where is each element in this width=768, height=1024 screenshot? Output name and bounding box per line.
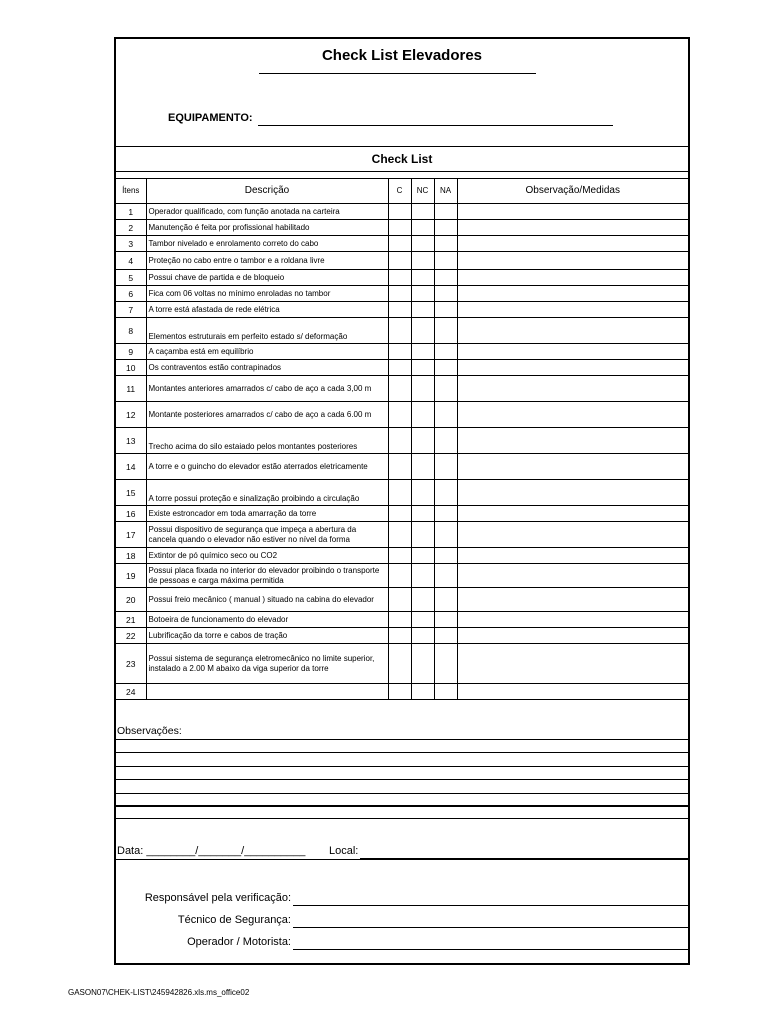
check-nc-cell[interactable] [411, 522, 434, 548]
item-number: 16 [116, 506, 146, 522]
check-nc-cell[interactable] [411, 454, 434, 480]
header-descricao: Descrição [146, 179, 388, 204]
header-itens: Ítens [116, 179, 146, 204]
check-c-cell[interactable] [388, 270, 411, 286]
item-description: Os contraventos estão contrapinados [146, 360, 388, 376]
item-number: 6 [116, 286, 146, 302]
check-c-cell[interactable] [388, 236, 411, 252]
item-number: 23 [116, 644, 146, 684]
check-na-cell[interactable] [434, 344, 457, 360]
check-c-cell[interactable] [388, 286, 411, 302]
check-nc-cell[interactable] [411, 628, 434, 644]
item-number: 18 [116, 548, 146, 564]
check-nc-cell[interactable] [411, 376, 434, 402]
check-nc-cell[interactable] [411, 644, 434, 684]
check-na-cell[interactable] [434, 548, 457, 564]
operador-label: Operador / Motorista: [187, 936, 291, 948]
check-c-cell[interactable] [388, 548, 411, 564]
observation-cell[interactable] [457, 318, 688, 344]
check-na-cell[interactable] [434, 522, 457, 548]
observations-label: Observações: [117, 725, 182, 737]
check-nc-cell[interactable] [411, 588, 434, 612]
item-description: Proteção no cabo entre o tambor e a roldana livre [146, 252, 388, 270]
item-description: Montantes anteriores amarrados c/ cabo de aço a cada 3,00 m [146, 376, 388, 402]
check-na-cell[interactable] [434, 286, 457, 302]
observation-cell[interactable] [457, 360, 688, 376]
item-number: 10 [116, 360, 146, 376]
table-row [116, 270, 688, 286]
checklist-sheet [114, 37, 690, 965]
item-number: 7 [116, 302, 146, 318]
observation-cell[interactable] [457, 428, 688, 454]
table-row [116, 480, 688, 506]
item-description: Tambor nivelado e enrolamento correto do cabo [146, 236, 388, 252]
observation-cell[interactable] [457, 220, 688, 236]
check-nc-cell[interactable] [411, 220, 434, 236]
equipment-label: EQUIPAMENTO: [168, 112, 253, 124]
header-c: C [388, 179, 411, 204]
check-c-cell[interactable] [388, 454, 411, 480]
observation-cell[interactable] [457, 506, 688, 522]
title-underline [259, 73, 536, 74]
item-number: 8 [116, 318, 146, 344]
observation-cell[interactable] [457, 270, 688, 286]
responsavel-field-line[interactable] [293, 905, 688, 906]
item-number: 5 [116, 270, 146, 286]
observation-cell[interactable] [457, 236, 688, 252]
equipment-field-line[interactable] [258, 125, 613, 126]
header-nc: NC [411, 179, 434, 204]
observation-cell[interactable] [457, 522, 688, 548]
item-description: Possui placa fixada no interior do elevador proibindo o transporte de pessoas e carga máxima permitida [146, 564, 388, 588]
check-na-cell[interactable] [434, 564, 457, 588]
check-nc-cell[interactable] [411, 204, 434, 220]
item-description: Elementos estruturais em perfeito estado s/ deformação [146, 318, 388, 344]
check-c-cell[interactable] [388, 588, 411, 612]
item-description: Montante posteriores amarrados c/ cabo de aço a cada 6.00 m [146, 402, 388, 428]
check-na-cell[interactable] [434, 628, 457, 644]
observation-cell[interactable] [457, 612, 688, 628]
item-description: Extintor de pó químico seco ou CO2 [146, 548, 388, 564]
check-c-cell[interactable] [388, 628, 411, 644]
tecnico-label: Técnico de Segurança: [177, 914, 291, 926]
item-number: 20 [116, 588, 146, 612]
check-c-cell[interactable] [388, 402, 411, 428]
check-nc-cell[interactable] [411, 344, 434, 360]
item-number: 24 [116, 684, 146, 700]
table-row [116, 220, 688, 236]
check-na-cell[interactable] [434, 236, 457, 252]
item-description: A torre e o guincho do elevador estão aterrados eletricamente [146, 454, 388, 480]
divider [116, 171, 688, 172]
check-na-cell[interactable] [434, 612, 457, 628]
observation-line[interactable] [116, 752, 688, 753]
check-c-cell[interactable] [388, 612, 411, 628]
check-na-cell[interactable] [434, 480, 457, 506]
item-number: 19 [116, 564, 146, 588]
item-number: 17 [116, 522, 146, 548]
item-description: Possui dispositivo de segurança que impeça a abertura da cancela quando o elevador não estiver no nível da forma [146, 522, 388, 548]
table-header-row [116, 179, 688, 204]
divider [116, 146, 688, 147]
table-row [116, 454, 688, 480]
check-c-cell[interactable] [388, 480, 411, 506]
check-nc-cell[interactable] [411, 402, 434, 428]
check-na-cell[interactable] [434, 270, 457, 286]
table-row [116, 644, 688, 684]
observation-cell[interactable] [457, 344, 688, 360]
check-na-cell[interactable] [434, 454, 457, 480]
check-c-cell[interactable] [388, 376, 411, 402]
check-nc-cell[interactable] [411, 548, 434, 564]
local-label: Local: [329, 845, 359, 857]
item-number: 15 [116, 480, 146, 506]
check-na-cell[interactable] [434, 428, 457, 454]
table-row [116, 548, 688, 564]
item-number: 12 [116, 402, 146, 428]
observation-line[interactable] [116, 779, 688, 780]
item-description: Fica com 06 voltas no mínimo enroladas no tambor [146, 286, 388, 302]
divider [116, 859, 688, 860]
check-c-cell[interactable] [388, 644, 411, 684]
table-row [116, 588, 688, 612]
check-nc-cell[interactable] [411, 684, 434, 700]
page-title: Check List Elevadores [321, 47, 483, 64]
table-row [116, 522, 688, 548]
responsavel-label: Responsável pela verificação: [144, 892, 291, 904]
tecnico-field-line[interactable] [293, 927, 688, 928]
observation-end-line [116, 805, 688, 807]
table-row [116, 344, 688, 360]
check-c-cell[interactable] [388, 506, 411, 522]
observation-cell[interactable] [457, 548, 688, 564]
observation-cell[interactable] [457, 376, 688, 402]
item-description: A torre possui proteção e sinalização proibindo a circulação [146, 480, 388, 506]
check-c-cell[interactable] [388, 428, 411, 454]
date-field[interactable]: Data: ________/_______/__________ [117, 845, 306, 857]
observation-cell[interactable] [457, 302, 688, 318]
item-description: Trecho acima do silo estaiado pelos montantes posteriores [146, 428, 388, 454]
observation-cell[interactable] [457, 684, 688, 700]
item-number: 9 [116, 344, 146, 360]
check-na-cell[interactable] [434, 402, 457, 428]
check-na-cell[interactable] [434, 318, 457, 344]
check-na-cell[interactable] [434, 204, 457, 220]
header-observacao: Observação/Medidas [457, 179, 688, 204]
observation-cell[interactable] [457, 644, 688, 684]
table-row [116, 628, 688, 644]
check-c-cell[interactable] [388, 360, 411, 376]
check-nc-cell[interactable] [411, 286, 434, 302]
check-c-cell[interactable] [388, 684, 411, 700]
table-row [116, 506, 688, 522]
check-na-cell[interactable] [434, 588, 457, 612]
observation-cell[interactable] [457, 252, 688, 270]
check-c-cell[interactable] [388, 204, 411, 220]
table-row [116, 402, 688, 428]
check-nc-cell[interactable] [411, 360, 434, 376]
item-number: 14 [116, 454, 146, 480]
check-na-cell[interactable] [434, 252, 457, 270]
table-row [116, 204, 688, 220]
table-row [116, 252, 688, 270]
item-number: 1 [116, 204, 146, 220]
observation-cell[interactable] [457, 628, 688, 644]
check-na-cell[interactable] [434, 302, 457, 318]
table-row [116, 684, 688, 700]
item-description: Lubrificação da torre e cabos de tração [146, 628, 388, 644]
item-number: 21 [116, 612, 146, 628]
observation-cell[interactable] [457, 286, 688, 302]
item-description: Existe estroncador em toda amarração da torre [146, 506, 388, 522]
table-row [116, 428, 688, 454]
file-path-footer: GASON07\CHEK-LIST\245942826.xls.ms_office02 [68, 988, 250, 997]
observation-cell[interactable] [457, 564, 688, 588]
table-row [116, 376, 688, 402]
item-description [146, 684, 388, 700]
check-na-cell[interactable] [434, 360, 457, 376]
item-number: 3 [116, 236, 146, 252]
observation-line[interactable] [116, 793, 688, 794]
observation-cell[interactable] [457, 204, 688, 220]
item-number: 22 [116, 628, 146, 644]
check-nc-cell[interactable] [411, 506, 434, 522]
item-description: A torre está afastada de rede elétrica [146, 302, 388, 318]
check-nc-cell[interactable] [411, 252, 434, 270]
table-row [116, 360, 688, 376]
check-na-cell[interactable] [434, 220, 457, 236]
observation-cell[interactable] [457, 588, 688, 612]
item-description: Manutenção é feita por profissional habilitado [146, 220, 388, 236]
table-row [116, 286, 688, 302]
check-c-cell[interactable] [388, 220, 411, 236]
observation-line[interactable] [116, 739, 688, 740]
table-row [116, 236, 688, 252]
check-na-cell[interactable] [434, 506, 457, 522]
check-nc-cell[interactable] [411, 612, 434, 628]
item-number: 2 [116, 220, 146, 236]
item-description: A caçamba está em equilíbrio [146, 344, 388, 360]
check-c-cell[interactable] [388, 344, 411, 360]
check-nc-cell[interactable] [411, 302, 434, 318]
check-nc-cell[interactable] [411, 564, 434, 588]
check-c-cell[interactable] [388, 252, 411, 270]
table-row [116, 612, 688, 628]
item-number: 11 [116, 376, 146, 402]
observation-cell[interactable] [457, 454, 688, 480]
item-number: 13 [116, 428, 146, 454]
operador-field-line[interactable] [293, 949, 688, 950]
table-row [116, 318, 688, 344]
item-description: Botoeira de funcionamento do elevador [146, 612, 388, 628]
item-description: Operador qualificado, com função anotada na carteira [146, 204, 388, 220]
observation-cell[interactable] [457, 402, 688, 428]
check-c-cell[interactable] [388, 318, 411, 344]
item-description: Possui sistema de segurança eletromecânico no limite superior, instalado a 2.00 M abaixo da viga superior da torre [146, 644, 388, 684]
checklist-table [116, 178, 688, 700]
item-description: Possui chave de partida e de bloqueio [146, 270, 388, 286]
divider [116, 818, 688, 819]
table-row [116, 302, 688, 318]
check-nc-cell[interactable] [411, 270, 434, 286]
check-c-cell[interactable] [388, 302, 411, 318]
check-nc-cell[interactable] [411, 428, 434, 454]
header-na: NA [434, 179, 457, 204]
check-nc-cell[interactable] [411, 236, 434, 252]
item-description: Possui freio mecânico ( manual ) situado na cabina do elevador [146, 588, 388, 612]
check-c-cell[interactable] [388, 522, 411, 548]
check-na-cell[interactable] [434, 684, 457, 700]
section-title: Check List [371, 152, 433, 166]
item-number: 4 [116, 252, 146, 270]
observation-cell[interactable] [457, 480, 688, 506]
check-nc-cell[interactable] [411, 480, 434, 506]
check-na-cell[interactable] [434, 644, 457, 684]
check-na-cell[interactable] [434, 376, 457, 402]
observation-line[interactable] [116, 766, 688, 767]
check-nc-cell[interactable] [411, 318, 434, 344]
table-row [116, 564, 688, 588]
check-c-cell[interactable] [388, 564, 411, 588]
